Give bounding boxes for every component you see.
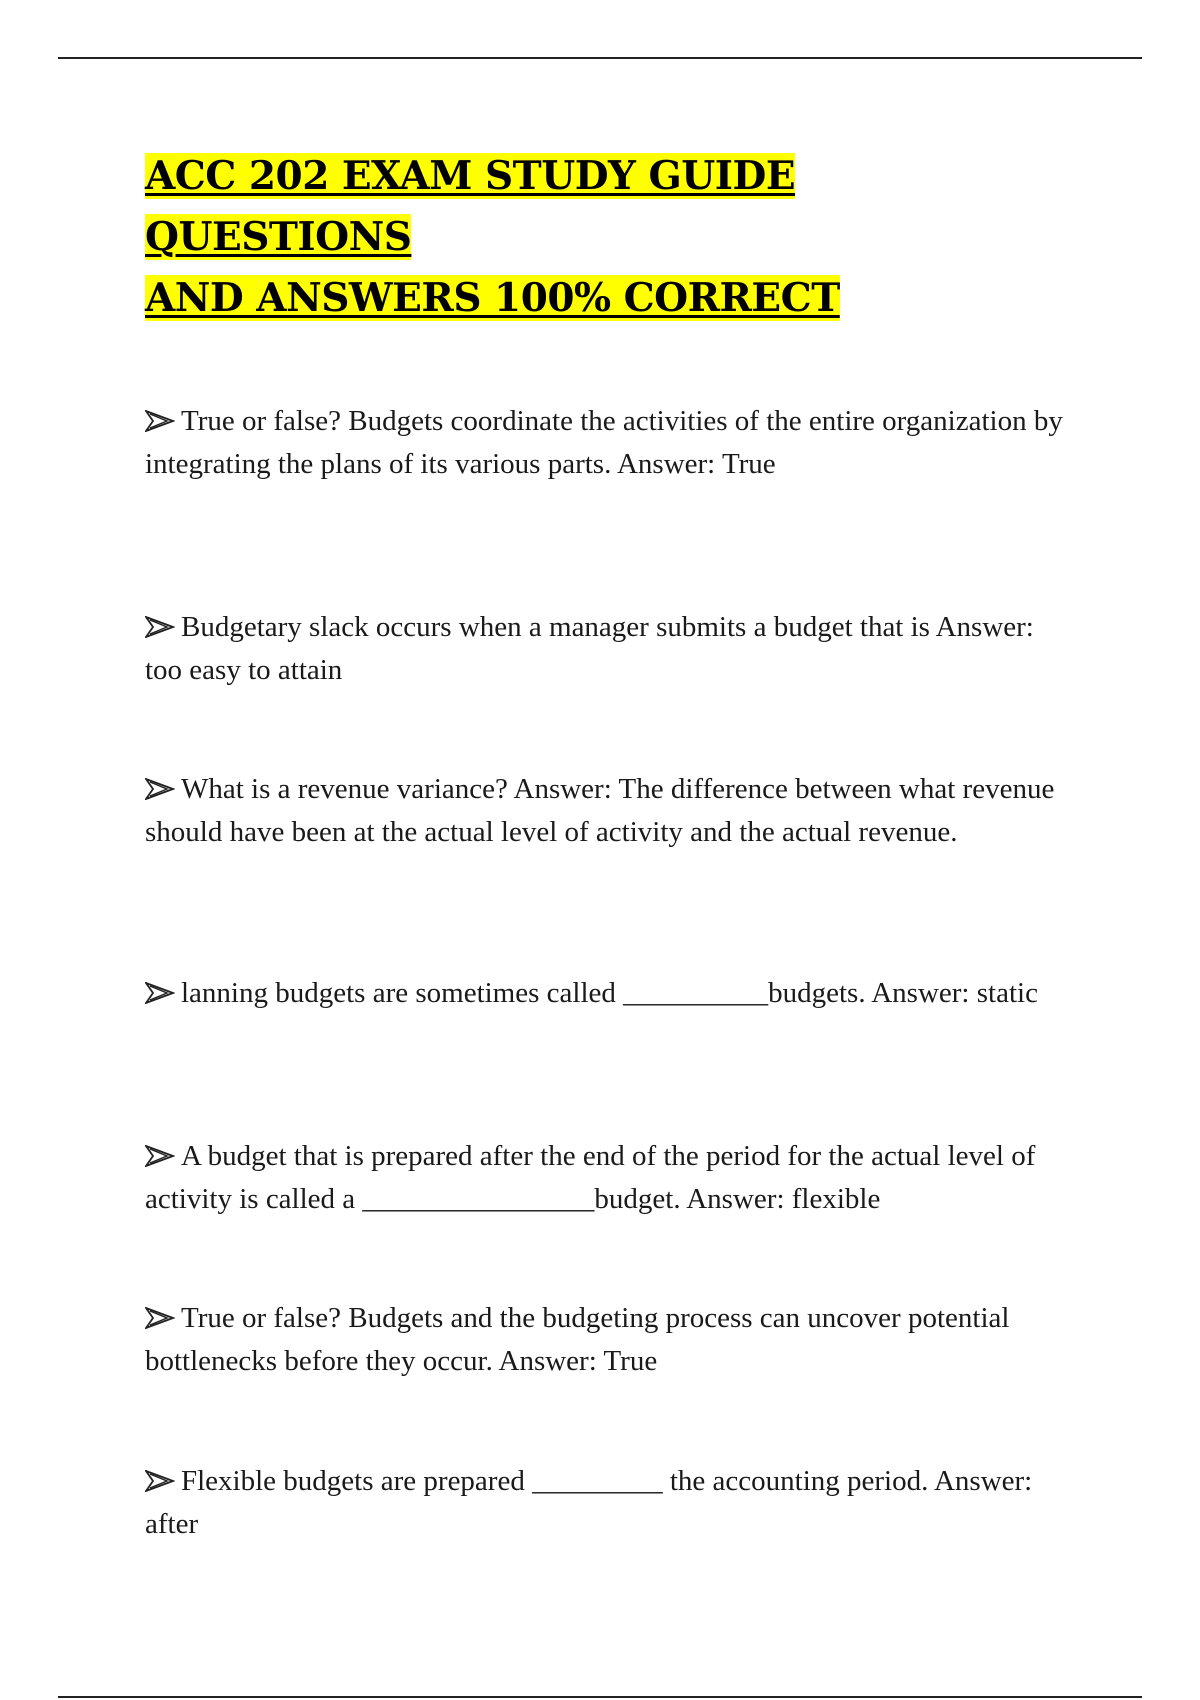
bottom-divider	[58, 1696, 1142, 1698]
qa-item	[145, 972, 1065, 1015]
qa-text: Budgetary slack occurs when a manager submits a budget that is Answer: too easy to attain	[145, 611, 1034, 686]
top-divider	[58, 57, 1142, 59]
qa-text: A budget that is prepared after the end of the period for the actual level of activity is called a ________________budget. Answer: flexible	[145, 1140, 1036, 1215]
qa-item	[145, 1135, 1065, 1220]
qa-text: True or false? Budgets coordinate the activities of the entire organization by integrating the plans of its various parts. Answer: True	[145, 405, 1063, 480]
qa-text: Flexible budgets are prepared _________ the accounting period. Answer: after	[145, 1465, 1033, 1540]
qa-text: lanning budgets are sometimes called __________budgets. Answer: static	[181, 977, 1038, 1009]
arrow-bullet-icon	[145, 1307, 177, 1329]
arrow-bullet-icon	[145, 616, 177, 638]
arrow-bullet-icon	[145, 1470, 177, 1492]
arrow-bullet-icon	[145, 982, 177, 1004]
qa-item	[145, 1460, 1065, 1545]
document-title	[145, 146, 1045, 329]
title-line-1: ACC 202 EXAM STUDY GUIDE QUESTIONS	[145, 153, 796, 260]
title-line-2: AND ANSWERS 100% CORRECT	[145, 275, 840, 321]
qa-item	[145, 768, 1065, 853]
qa-item	[145, 606, 1065, 691]
arrow-bullet-icon	[145, 1145, 177, 1167]
qa-text: What is a revenue variance? Answer: The difference between what revenue should have been at the actual level of activity and the actual revenue.	[145, 773, 1055, 848]
qa-item	[145, 400, 1065, 485]
qa-text: True or false? Budgets and the budgeting process can uncover potential bottlenecks before they occur. Answer: True	[145, 1302, 1010, 1377]
arrow-bullet-icon	[145, 410, 177, 432]
arrow-bullet-icon	[145, 778, 177, 800]
qa-item	[145, 1297, 1065, 1382]
